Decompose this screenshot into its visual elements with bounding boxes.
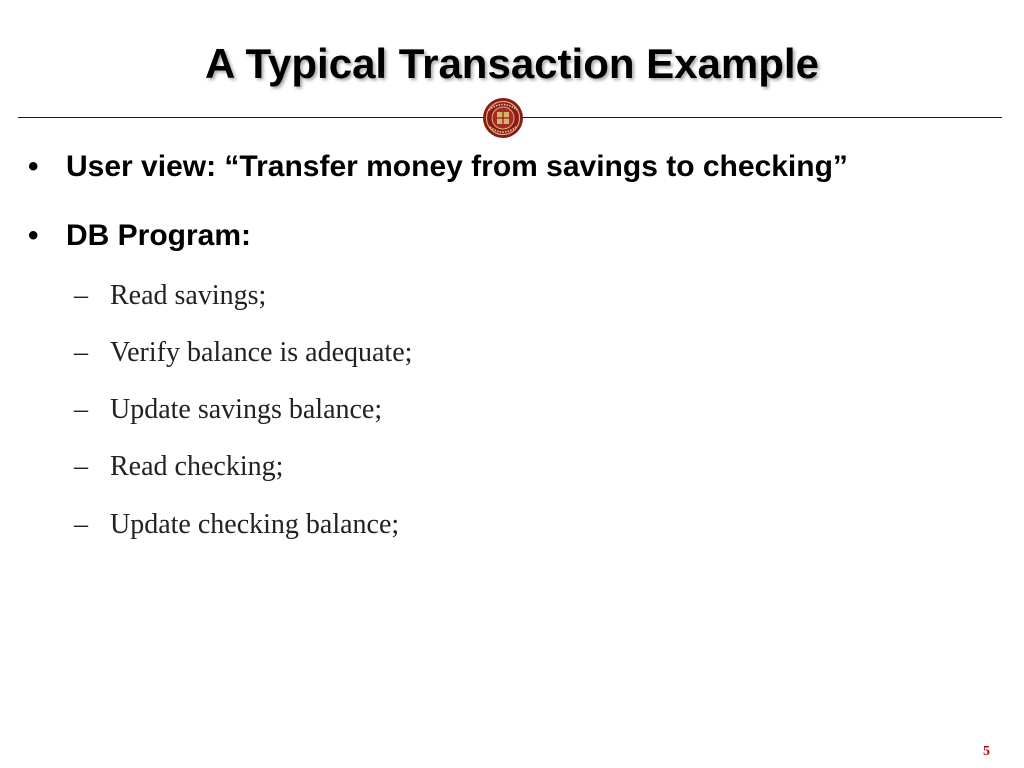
sub-bullet-marker: –	[74, 280, 88, 311]
sub-bullet-marker: –	[74, 509, 88, 540]
university-seal-icon	[482, 97, 524, 139]
sub-bullet-text: Verify balance is adequate;	[110, 337, 413, 368]
sub-bullet-text: Read savings;	[110, 280, 267, 311]
bullet-marker: •	[28, 150, 39, 183]
sub-bullet-item	[74, 392, 382, 428]
sub-bullet-item	[74, 278, 266, 314]
sub-bullet-item	[74, 449, 283, 485]
slide-title: A Typical Transaction Example	[205, 40, 819, 87]
sub-bullet-text: Update savings balance;	[110, 394, 383, 425]
bullet-text: DB Program:	[66, 219, 252, 252]
sub-bullet-marker: –	[74, 394, 88, 425]
bullet-item	[28, 216, 251, 256]
sub-bullet-text: Update checking balance;	[110, 509, 400, 540]
bullet-marker: •	[28, 219, 39, 252]
page-number: 5	[983, 744, 990, 759]
sub-bullet-marker: –	[74, 451, 88, 482]
sub-bullet-item	[74, 507, 399, 543]
sub-bullet-item	[74, 335, 412, 371]
sub-bullet-text: Read checking;	[110, 451, 284, 482]
bullet-item	[28, 147, 848, 187]
sub-bullet-marker: –	[74, 337, 88, 368]
bullet-text: User view: “Transfer money from savings to checking”	[66, 150, 848, 183]
